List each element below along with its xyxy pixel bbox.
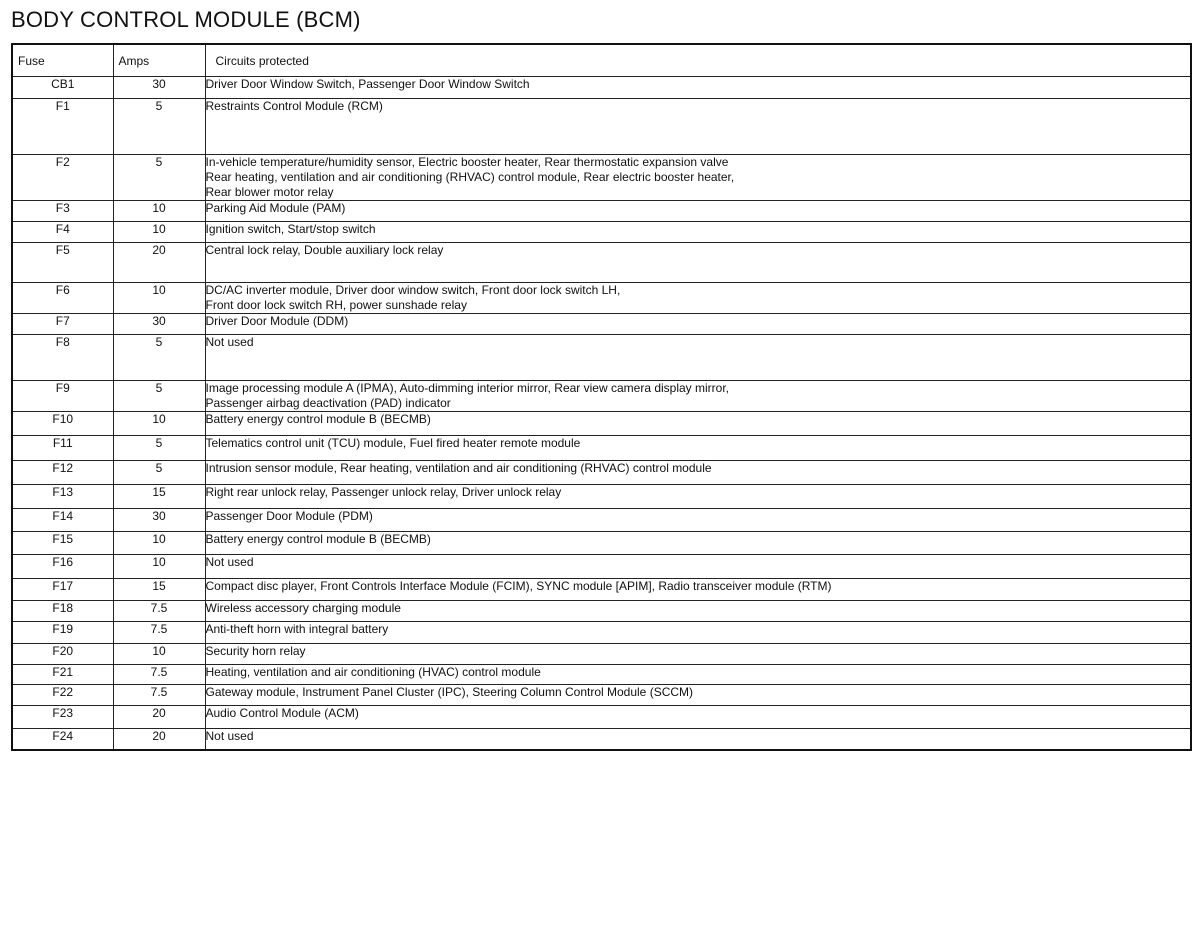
circuits-cell [205,643,1191,664]
circuit-line: Rear heating, ventilation and air conditioning (RHVAC) control module, Rear electric booster heater, [205,169,735,184]
fuse-cell: F18 [12,600,113,621]
amps-cell: 7.5 [113,664,205,684]
circuit-line: Not used [205,554,254,569]
table-row [12,728,1191,750]
table-row [12,200,1191,221]
fuse-table-body [12,76,1191,750]
table-row [12,334,1191,380]
amps-cell: 7.5 [113,621,205,643]
table-row [12,684,1191,705]
circuits-cell [205,221,1191,242]
circuit-line: In-vehicle temperature/humidity sensor, Electric booster heater, Rear thermostatic expansion valve [205,154,729,169]
amps-cell: 15 [113,484,205,508]
circuit-line: Driver Door Window Switch, Passenger Door Window Switch [205,76,530,91]
circuits-cell [205,76,1191,98]
circuit-line: Central lock relay, Double auxiliary lock relay [205,242,444,257]
amps-cell: 5 [113,154,205,200]
amps-cell: 20 [113,705,205,728]
fuse-cell: F22 [12,684,113,705]
circuit-line: Heating, ventilation and air conditioning (HVAC) control module [205,664,541,679]
amps-cell: 30 [113,76,205,98]
fuse-cell: F9 [12,380,113,411]
circuits-cell [205,705,1191,728]
table-row [12,508,1191,531]
circuit-line: Anti-theft horn with integral battery [205,621,389,636]
table-row [12,411,1191,435]
amps-cell: 5 [113,380,205,411]
circuit-line: Battery energy control module B (BECMB) [205,411,431,426]
circuits-cell [205,435,1191,460]
fuse-cell: F5 [12,242,113,282]
table-row [12,98,1191,154]
table-row [12,578,1191,600]
circuit-line: Battery energy control module B (BECMB) [205,531,431,546]
fuse-cell: F16 [12,554,113,578]
table-row [12,643,1191,664]
circuit-line: Security horn relay [205,643,306,658]
table-row [12,313,1191,334]
circuit-line: Compact disc player, Front Controls Interface Module (FCIM), SYNC module [APIM], Radio transceiver module (RTM) [205,578,832,593]
circuit-line: Telematics control unit (TCU) module, Fuel fired heater remote module [205,435,581,450]
circuits-cell [205,600,1191,621]
amps-cell: 10 [113,221,205,242]
amps-cell: 10 [113,411,205,435]
circuits-cell [205,282,1191,313]
fuse-table [11,43,1192,751]
circuits-cell [205,313,1191,334]
fuse-cell: F11 [12,435,113,460]
circuit-line: Rear blower motor relay [205,184,334,199]
circuits-cell [205,460,1191,484]
circuits-cell [205,531,1191,554]
fuse-cell: CB1 [12,76,113,98]
circuit-line: Ignition switch, Start/stop switch [205,221,376,236]
table-row [12,154,1191,200]
column-header-amps: Amps [113,44,205,76]
fuse-cell: F21 [12,664,113,684]
table-row [12,282,1191,313]
amps-cell: 15 [113,578,205,600]
page-title: BODY CONTROL MODULE (BCM) [11,7,361,32]
table-row [12,221,1191,242]
circuits-cell [205,411,1191,435]
amps-cell: 5 [113,334,205,380]
table-row [12,460,1191,484]
table-row [12,600,1191,621]
table-row [12,435,1191,460]
circuits-cell [205,664,1191,684]
fuse-cell: F12 [12,460,113,484]
fuse-cell: F20 [12,643,113,664]
table-row [12,76,1191,98]
fuse-cell: F7 [12,313,113,334]
amps-cell: 5 [113,460,205,484]
fuse-cell: F3 [12,200,113,221]
amps-cell: 10 [113,643,205,664]
amps-cell: 30 [113,313,205,334]
fuse-cell: F10 [12,411,113,435]
column-header-fuse: Fuse [12,44,113,76]
circuits-cell [205,380,1191,411]
amps-cell: 10 [113,282,205,313]
amps-cell: 20 [113,242,205,282]
table-row [12,664,1191,684]
fuse-cell: F13 [12,484,113,508]
circuit-line: Passenger airbag deactivation (PAD) indicator [205,395,451,410]
fuse-cell: F19 [12,621,113,643]
fuse-cell: F8 [12,334,113,380]
fuse-cell: F14 [12,508,113,531]
circuit-line: Restraints Control Module (RCM) [205,98,383,113]
fuse-cell: F4 [12,221,113,242]
table-header-row [12,44,1191,76]
circuits-cell [205,728,1191,750]
table-row [12,705,1191,728]
amps-cell: 20 [113,728,205,750]
circuit-line: DC/AC inverter module, Driver door window switch, Front door lock switch LH, [205,282,621,297]
fuse-cell: F2 [12,154,113,200]
circuits-cell [205,484,1191,508]
amps-cell: 5 [113,435,205,460]
circuits-cell [205,334,1191,380]
circuits-cell [205,242,1191,282]
amps-cell: 30 [113,508,205,531]
circuit-line: Wireless accessory charging module [205,600,401,615]
table-row [12,380,1191,411]
circuit-line: Right rear unlock relay, Passenger unlock relay, Driver unlock relay [205,484,562,499]
amps-cell: 10 [113,200,205,221]
circuits-cell [205,578,1191,600]
circuit-line: Driver Door Module (DDM) [205,313,349,328]
circuit-line: Passenger Door Module (PDM) [205,508,373,523]
amps-cell: 7.5 [113,600,205,621]
circuits-cell [205,200,1191,221]
table-row [12,554,1191,578]
fuse-cell: F17 [12,578,113,600]
circuits-cell [205,684,1191,705]
circuits-cell [205,554,1191,578]
circuits-cell [205,98,1191,154]
amps-cell: 10 [113,554,205,578]
fuse-cell: F15 [12,531,113,554]
amps-cell: 7.5 [113,684,205,705]
circuit-line: Audio Control Module (ACM) [205,705,359,720]
table-row [12,621,1191,643]
fuse-cell: F6 [12,282,113,313]
amps-cell: 5 [113,98,205,154]
fuse-cell: F1 [12,98,113,154]
circuits-cell [205,621,1191,643]
circuits-cell [205,154,1191,200]
table-row [12,531,1191,554]
table-row [12,242,1191,282]
circuit-line: Parking Aid Module (PAM) [205,200,346,215]
circuits-cell [205,508,1191,531]
circuit-line: Gateway module, Instrument Panel Cluster (IPC), Steering Column Control Module (SCCM) [205,684,694,699]
fuse-cell: F24 [12,728,113,750]
circuit-line: Image processing module A (IPMA), Auto-dimming interior mirror, Rear view camera display mirror, [205,380,730,395]
amps-cell: 10 [113,531,205,554]
circuit-line: Not used [205,334,254,349]
column-header-circuits: Circuits protected [205,44,1191,76]
fuse-cell: F23 [12,705,113,728]
circuit-line: Intrusion sensor module, Rear heating, ventilation and air conditioning (RHVAC) control module [205,460,712,475]
circuit-line: Not used [205,728,254,743]
circuit-line: Front door lock switch RH, power sunshade relay [205,297,467,312]
table-row [12,484,1191,508]
